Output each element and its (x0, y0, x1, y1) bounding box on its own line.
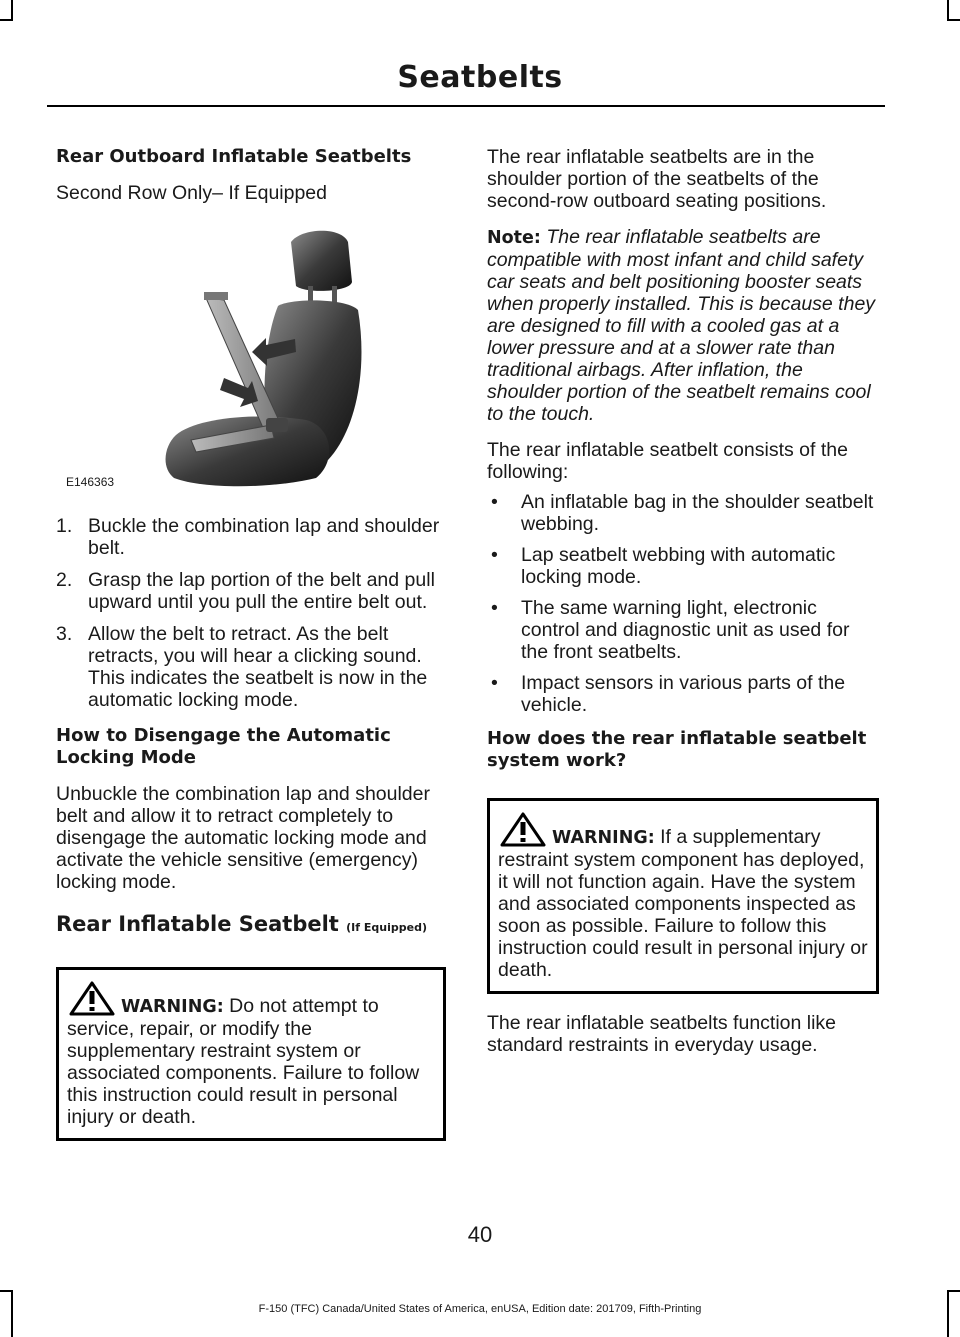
note-paragraph (487, 226, 879, 425)
bullet-text: An inflatable bag in the shoulder seatbelt webbing. (521, 491, 874, 535)
step-text: Grasp the lap portion of the belt and pull upward until you pull the entire belt out. (88, 569, 435, 613)
function-text: The rear inflatable seatbelts function like standard restraints in everyday usage. (487, 1012, 837, 1056)
step-number: 3. (56, 623, 73, 645)
list-item (56, 515, 446, 559)
bullet: • (491, 544, 498, 566)
note-label: Note: (487, 228, 541, 248)
components-list (487, 491, 879, 716)
step-text: Buckle the combination lap and shoulder belt. (88, 515, 440, 559)
crop-mark (0, 1290, 13, 1292)
footer-text: F-150 (TFC) Canada/United States of America, enUSA, Edition date: 201709, Fifth-Printing (258, 1303, 702, 1315)
section-heading: Rear Outboard Inflatable Seatbelts (56, 146, 412, 167)
page-header-title: Seatbelts (397, 60, 563, 95)
right-column (487, 146, 879, 1056)
crop-mark (0, 19, 13, 21)
bullet-text: Impact sensors in various parts of the vehicle. (521, 672, 846, 716)
page-number: 40 (467, 1222, 493, 1247)
subheading: Second Row Only– If Equipped (56, 182, 328, 204)
warning-text: Do not attempt to service, repair, or modify the supplementary restraint system or associated components. Failure to follow this instruction could result in personal injury or death. (67, 995, 420, 1128)
seatbelt-figure (56, 220, 446, 495)
list-item (56, 569, 446, 613)
rear-heading-text: Rear Inflatable Seatbelt (56, 912, 339, 936)
warning-text: If a supplementary restraint system component has deployed, it will not function again. Have the system and associated components inspected as soon as possible. Failure to follow this instruction could result in personal injury or death. (498, 826, 868, 981)
warning-box (56, 967, 446, 1141)
warning-box (487, 798, 879, 994)
crop-mark (947, 1290, 960, 1292)
list-item (487, 597, 879, 663)
warning-triangle-icon (67, 980, 117, 1016)
steps-list (56, 515, 446, 711)
list-item (487, 491, 879, 535)
rear-inflatable-heading (56, 911, 446, 941)
warning-content (498, 811, 868, 981)
list-item (487, 544, 879, 588)
step-text: Allow the belt to retract. As the belt retracts, you will hear a clicking sound. This indicates the seatbelt is now in the automatic locking mode. (88, 623, 428, 711)
step-number: 2. (56, 569, 73, 591)
bullet-text: The same warning light, electronic control and diagnostic unit as used for the front seatbelts. (521, 597, 850, 663)
warning-label: WARNING: (121, 997, 224, 1017)
warning-label: WARNING: (552, 828, 655, 848)
warning-triangle-icon (498, 811, 548, 847)
rear-heading-suffix: (If Equipped) (346, 921, 427, 934)
crop-mark (947, 0, 949, 20)
warning-content (67, 980, 435, 1128)
list-item (487, 672, 879, 716)
bullet: • (491, 672, 498, 694)
seat-illustration (56, 220, 446, 495)
crop-mark (11, 0, 13, 20)
figure-code: E146363 (66, 475, 115, 489)
crop-mark (947, 19, 960, 21)
list-item (56, 623, 446, 711)
how-heading: How does the rear inflatable seatbelt system work? (487, 728, 867, 771)
bullet: • (491, 491, 498, 513)
consists-text: The rear inflatable seatbelt consists of the following: (487, 439, 848, 483)
disengage-text: Unbuckle the combination lap and shoulder belt and allow it to retract completely to disengage the automatic locking mode and activate the vehicle sensitive (emergency) locking mode. (56, 783, 430, 893)
disengage-heading: How to Disengage the Automatic Locking Mode (56, 725, 391, 768)
note-text: The rear inflatable seatbelts are compatible with most infant and child safety car seats and belt positioning booster seats when properly installed. This is because they are designed to fill with a cooled gas at a lower pressure and at a slower rate than traditional airbags. After inflation, the shoulder portion of the seatbelt remains cool to the touch. (487, 226, 876, 425)
bullet: • (491, 597, 498, 619)
header-divider (47, 105, 885, 107)
intro-text: The rear inflatable seatbelts are in the shoulder portion of the seatbelts of the second-row outboard seating positions. (487, 146, 827, 212)
step-number: 1. (56, 515, 73, 537)
bullet-text: Lap seatbelt webbing with automatic locking mode. (521, 544, 836, 588)
left-column (56, 146, 446, 1141)
